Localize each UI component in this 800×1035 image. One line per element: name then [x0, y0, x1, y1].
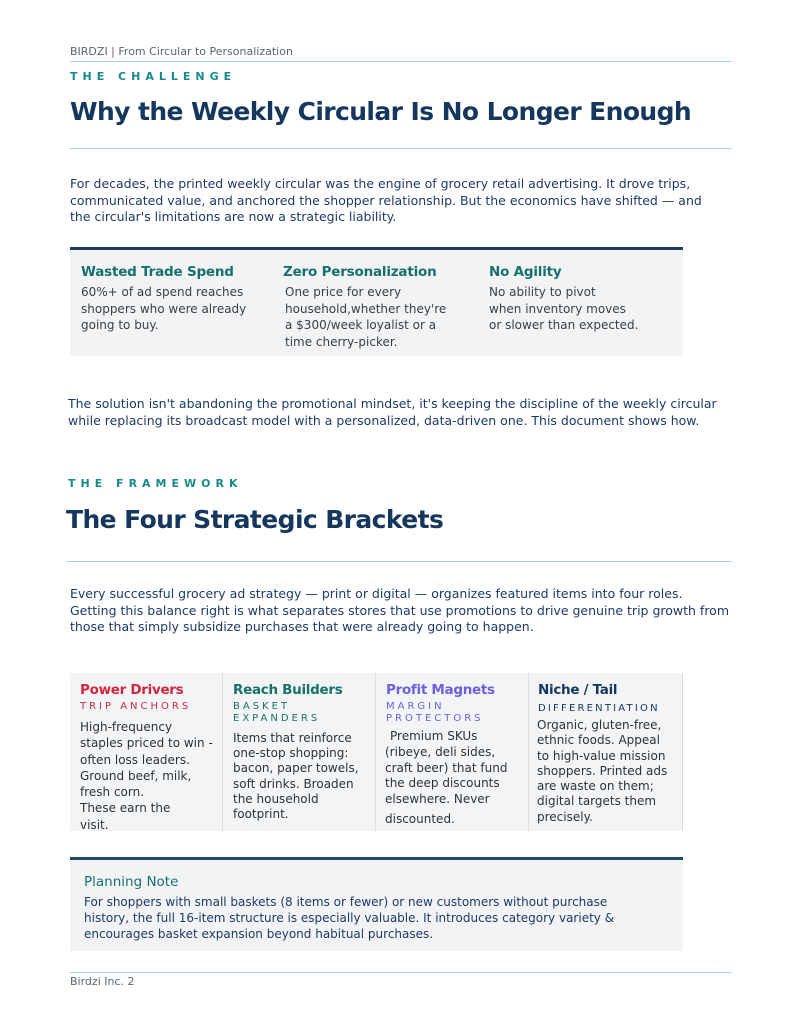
- bracket-subtitle: DIFFERENTIATION: [538, 703, 660, 714]
- bracket-title: Niche / Tail: [538, 682, 618, 698]
- problem-zero-personalization: [283, 264, 478, 350]
- problem-wasted-trade-spend: [81, 264, 271, 334]
- challenge-eyebrow: THE CHALLENGE: [70, 70, 237, 83]
- bracket-description: High-frequency staples priced to win - often loss leaders. Ground beef, milk, fresh corn. These earn the visit.: [80, 720, 213, 832]
- header-rule: [70, 61, 732, 62]
- problem-title: Zero Personalization: [283, 264, 437, 280]
- bracket-description: Items that reinforce one-stop shopping: bacon, paper towels, soft drinks. Broaden the household footprint.: [233, 731, 359, 822]
- challenge-title: Why the Weekly Circular Is No Longer Enough: [70, 97, 692, 126]
- page-footer: Birdzi Inc. 2: [70, 975, 135, 988]
- problem-no-agility: [489, 264, 674, 334]
- solution-paragraph: The solution isn't abandoning the promotional mindset, it's keeping the discipline of the weekly circular while replacing its broadcast model with a personalized, data-driven one. This document shows how.: [68, 396, 717, 428]
- brackets-table: [70, 673, 683, 831]
- problems-panel: [70, 247, 683, 356]
- bracket-niche-tail: [529, 673, 682, 831]
- framework-rule: [66, 561, 732, 562]
- challenge-intro: For decades, the printed weekly circular was the engine of grocery retail advertising. It drove trips, communicated value, and anchored the shopper relationship. But the economics have shifted — and the circular's limitations are now a strategic liability.: [70, 176, 702, 224]
- bracket-subtitle: TRIP ANCHORS: [80, 701, 192, 712]
- bracket-title: Reach Builders: [233, 682, 343, 698]
- planning-note-text: For shoppers with small baskets (8 items or fewer) or new customers without purchase history, the full 16-item structure is especially valuable. It introduces category variety & encourages basket expansion beyond habitual purchases.: [84, 895, 615, 941]
- framework-title: The Four Strategic Brackets: [66, 505, 444, 534]
- bracket-description: Premium SKUs (ribeye, deli sides, craft beer) that fund the deep discounts elsewhere. Never discounted.: [385, 729, 508, 826]
- problem-title: Wasted Trade Spend: [81, 264, 234, 280]
- problem-text: 60%+ of ad spend reaches shoppers who were already going to buy.: [81, 285, 247, 332]
- bracket-subtitle: MARGIN PROTECTORS: [386, 701, 484, 724]
- problem-text: One price for every household,whether they're a $300/week loyalist or a time cherry-picker.: [285, 285, 447, 349]
- bracket-power-drivers: [70, 673, 223, 831]
- footer-rule: [70, 972, 732, 973]
- bracket-title: Power Drivers: [80, 682, 184, 698]
- planning-note-title: Planning Note: [84, 874, 179, 890]
- bracket-profit-magnets: [376, 673, 529, 831]
- bracket-description: Organic, gluten-free, ethnic foods. Appeal to high-value mission shoppers. Printed ads are waste on them; digital targets them precisely.: [537, 718, 668, 824]
- bracket-reach-builders: [223, 673, 376, 831]
- challenge-rule: [70, 148, 732, 149]
- planning-note: [70, 857, 683, 951]
- bracket-title: Profit Magnets: [386, 682, 495, 698]
- running-header: BIRDZI | From Circular to Personalization: [70, 45, 293, 58]
- framework-intro: Every successful grocery ad strategy — print or digital — organizes featured items into four roles. Getting this balance right is what separates stores that use promotions to drive genuine trip growth from those that simply subsidize purchases that were already going to happen.: [70, 586, 730, 634]
- bracket-subtitle: BASKET EXPANDERS: [233, 701, 321, 724]
- framework-eyebrow: THE FRAMEWORK: [68, 477, 243, 490]
- problem-title: No Agility: [489, 264, 562, 280]
- problem-text: No ability to pivot when inventory moves or slower than expected.: [489, 285, 639, 332]
